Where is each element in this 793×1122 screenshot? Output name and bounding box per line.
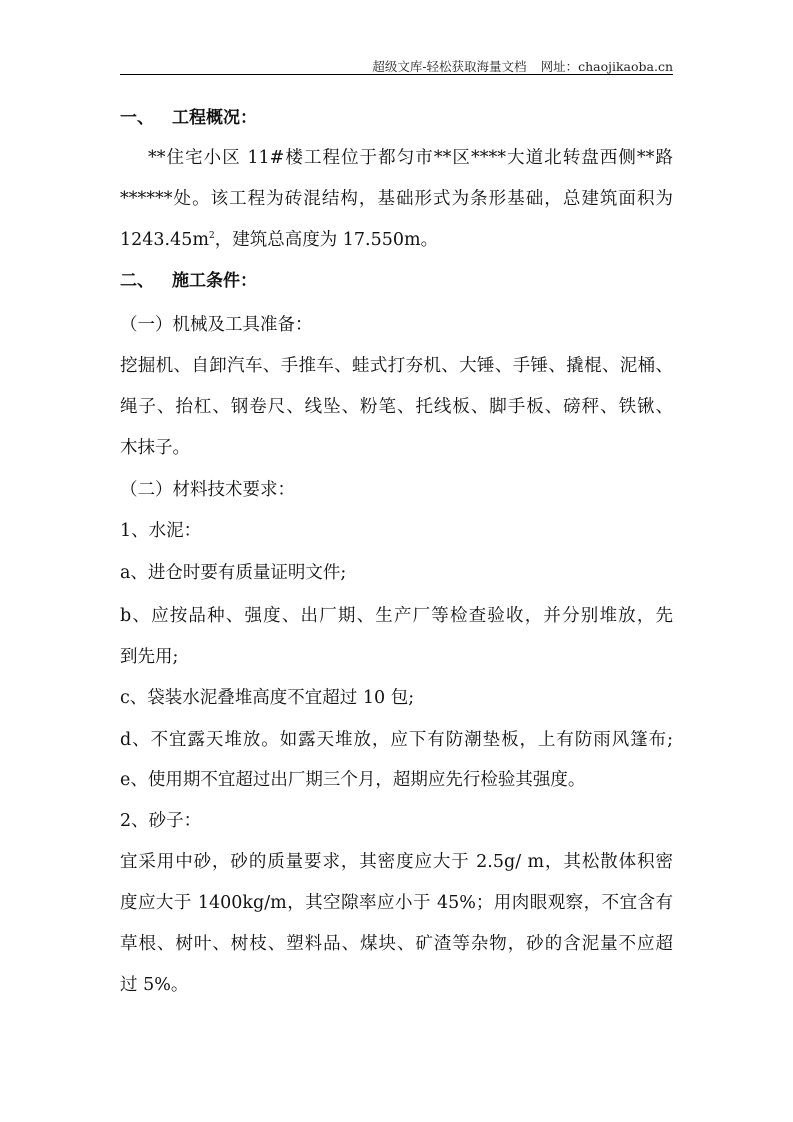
paragraph-line: 过 5%。 bbox=[120, 975, 189, 995]
subheading: （二）材料技术要求： bbox=[120, 480, 295, 500]
paragraph-line: 宜采用中砂，砂的质量要求，其密度应大于 2.5g/ m，其松散体积密 bbox=[120, 852, 673, 872]
paragraph-line: 度应大于 1400kg/m，其空隙率应小于 45%；用肉眼观察，不宜含有 bbox=[120, 893, 673, 913]
paragraph-line: **住宅小区 11#楼工程位于都匀市**区****大道北转盘西侧**路 bbox=[148, 148, 673, 168]
subheading: （一）机械及工具准备： bbox=[120, 315, 313, 335]
paragraph-line: 草根、树叶、树枝、塑料品、煤块、矿渣等杂物，砂的含泥量不应超 bbox=[120, 934, 673, 954]
section-heading-1 bbox=[120, 107, 673, 129]
area-value: 1243.45m bbox=[120, 230, 209, 250]
item-heading: 2、砂子： bbox=[120, 811, 202, 831]
paragraph-line: 挖掘机、自卸汽车、手推车、蛙式打夯机、大锤、手锤、撬棍、泥桶、 bbox=[120, 356, 673, 376]
heading-title: 施工条件： bbox=[172, 271, 257, 291]
item-heading: 1、水泥： bbox=[120, 521, 202, 541]
list-item: e、使用期不宜超过出厂期三个月，超期应先行检验其强度。 bbox=[120, 770, 586, 790]
header-url: 网址：chaojikaoba.cn bbox=[540, 59, 673, 74]
list-item-continued: 到先用; bbox=[120, 647, 179, 667]
area-superscript: 2 bbox=[208, 231, 215, 242]
section-heading-2 bbox=[120, 270, 673, 292]
heading-number: 一、 bbox=[120, 108, 154, 128]
list-item: c、袋装水泥叠堆高度不宜超过 10 包; bbox=[120, 688, 415, 708]
paragraph-line: ******处。该工程为砖混结构，基础形式为条形基础，总建筑面积为 bbox=[120, 189, 673, 209]
paragraph-line: 木抹子。 bbox=[120, 438, 190, 458]
list-item: d、不宜露天堆放。如露天堆放，应下有防潮垫板，上有防雨风篷布; bbox=[120, 730, 673, 750]
heading-number: 二、 bbox=[120, 271, 154, 291]
list-item: a、进仓时要有质量证明文件; bbox=[120, 563, 347, 583]
header-rule bbox=[120, 74, 673, 75]
header-site-name: 超级文库-轻松获取海量文档 bbox=[372, 59, 527, 74]
page-header bbox=[372, 57, 673, 75]
height-text: ，建筑总高度为 17.550m。 bbox=[214, 230, 439, 250]
list-item: b、应按品种、强度、出厂期、生产厂等检查验收，并分别堆放，先 bbox=[120, 606, 673, 626]
paragraph-line bbox=[120, 229, 673, 251]
heading-title: 工程概况： bbox=[172, 108, 257, 128]
paragraph-line: 绳子、抬杠、钢卷尺、线坠、粉笔、托线板、脚手板、磅秤、铁锹、 bbox=[120, 397, 673, 417]
